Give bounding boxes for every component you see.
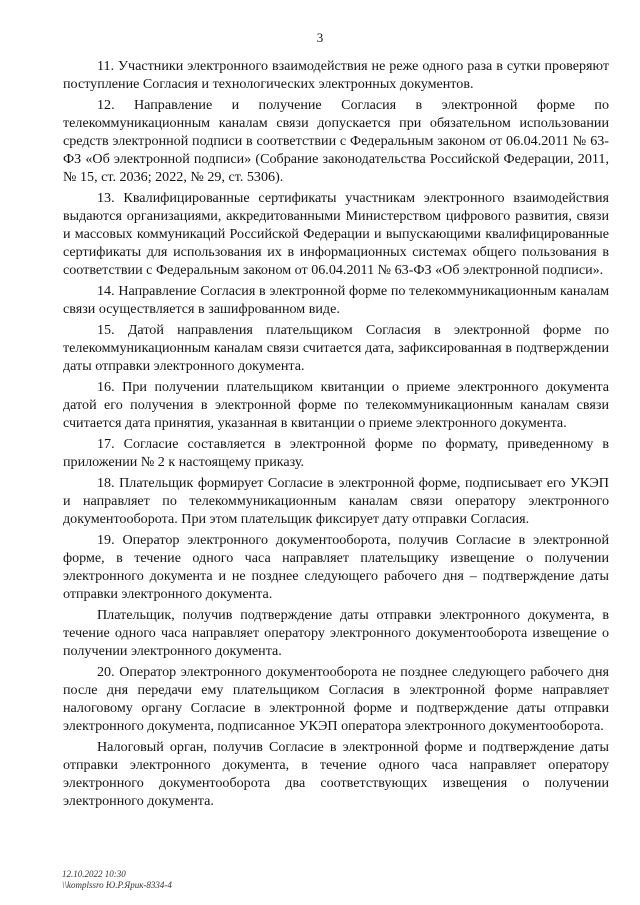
paragraph-18: 18. Плательщик формирует Согласие в электронной форме, подписывает его УКЭП и направляет по телекоммуникационным каналам связи оператору электронного документооборота. При этом плательщик фиксирует дату отправки Согласия. [63, 475, 609, 527]
paragraph-14: 14. Направление Согласия в электронной форме по телекоммуникационным каналам связи осуществляется в зашифрованном виде. [63, 283, 609, 317]
paragraph-20: 20. Оператор электронного документооборота не позднее следующего рабочего дня после дня передачи ему плательщиком Согласия в электронной форме направляет налоговому органу Согласие в электронной форме и подтверждение даты отправки электронного документа, подписанное УКЭП оператора электронного документооборота. [63, 664, 609, 734]
paragraph-11: 11. Участники электронного взаимодействия не реже одного раза в сутки проверяют поступление Согласия и технологических электронных документов. [63, 58, 609, 92]
paragraph-12: 12. Направление и получение Согласия в электронной форме по телекоммуникационным каналам связи допускается при обязательном использовании средств электронной подписи в соответствии с Федеральным законом от 06.04.2011 № 63-ФЗ «Об электронной подписи» (Собрание законодательства Российской Федерации, 2011, № 15, ст. 2036; 2022, № 29, ст. 5306). [63, 97, 609, 185]
paragraph-19: 19. Оператор электронного документооборота, получив Согласие в электронной форме, в течение одного часа направляет плательщику извещение о получении электронного документа и не позднее следующего рабочего дня – подтверждение даты отправки электронного документа. [63, 532, 609, 602]
paragraph-15: 15. Датой направления плательщиком Согласия в электронной форме по телекоммуникационным каналам связи считается дата, зафиксированная в подтверждении даты отправки электронного документа. [63, 322, 609, 374]
paragraph-13: 13. Квалифицированные сертификаты участникам электронного взаимодействия выдаются организациями, аккредитованными Министерством цифрового развития, связи и массовых коммуникаций Российской Федерации и выпускающими квалифицированные сертификаты для использования их в информационных системах общего пользования в соответствии с Федеральным законом от 06.04.2011 № 63-ФЗ «Об электронной подписи». [63, 190, 609, 278]
paragraph-19-continued: Плательщик, получив подтверждение даты отправки электронного документа, в течение одного часа направляет оператору электронного документооборота извещение о получении электронного документа. [63, 607, 609, 659]
footer-path: \\komplssro Ю.Р.Ярик-8334-4 [62, 880, 172, 890]
document-footer [62, 869, 172, 891]
footer-date: 12.10.2022 10:30 [62, 869, 126, 879]
paragraph-17: 17. Согласие составляется в электронной форме по формату, приведенному в приложении № 2 к настоящему приказу. [63, 436, 609, 470]
paragraph-16: 16. При получении плательщиком квитанции о приеме электронного документа датой его получения в электронной форме по телекоммуникационным каналам связи считается дата принятия, указанная в квитанции о приеме электронного документа. [63, 379, 609, 431]
paragraph-20-continued: Налоговый орган, получив Согласие в электронной форме и подтверждение даты отправки электронного документа, в течение одного часа направляет оператору электронного документооборота два соответствующих извещения о получении электронного документа. [63, 739, 609, 809]
page-number: 3 [316, 30, 324, 45]
document-body [63, 57, 609, 810]
